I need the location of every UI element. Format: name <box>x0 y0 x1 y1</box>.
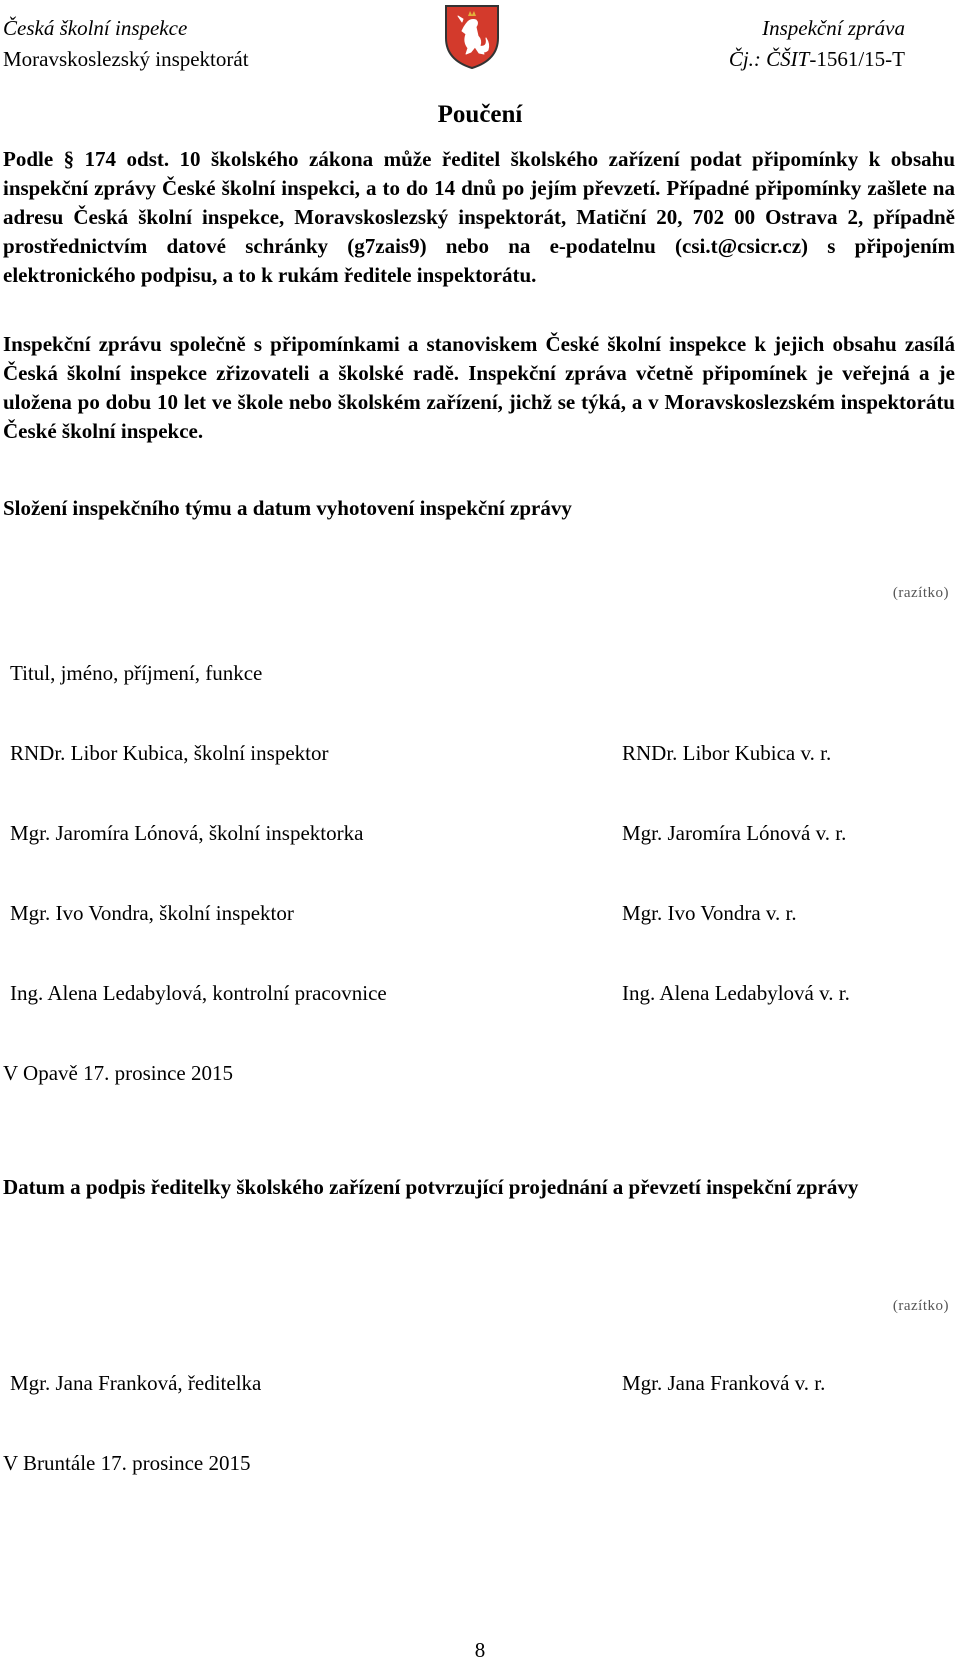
team-column-label: Titul, jméno, příjmení, funkce <box>10 661 263 685</box>
page-number: 8 <box>474 1638 486 1662</box>
reference-prefix: Čj.: ČŠIT <box>728 47 810 71</box>
reference-suffix: -1561/15-T <box>809 47 905 71</box>
org-unit: Moravskoslezský inspektorát <box>3 47 249 71</box>
notice-paragraph-1: Podle § 174 odst. 10 školského zákona může ředitel školského zařízení podat připomínky k obsahu inspekční zprávy České školní inspekci, a to do 14 dnů po jejím převzetí. Případné připomínky zašlete na adresu Česká školní inspekce, Moravskoslezský inspektorát, Matiční 20, 702 00 Ostrava 2, případně prostřednictvím datové schránky (g7zais9) nebo na e-podatelnu (csi.t@csicr.cz) s připojením elektronického podpisu, a to k rukám ředitele inspektorátu. <box>3 147 955 287</box>
team-member-name: Ing. Alena Ledabylová, kontrolní pracovnice <box>10 981 387 1005</box>
reference-number <box>729 46 905 72</box>
team-place-date: V Opavě 17. prosince 2015 <box>3 1061 233 1085</box>
team-member-name: Mgr. Ivo Vondra, školní inspektor <box>10 901 294 925</box>
team-heading: Složení inspekčního týmu a datum vyhotovení inspekční zprávy <box>3 496 572 520</box>
coat-of-arms-icon <box>444 4 500 70</box>
team-member-name: Mgr. Jaromíra Lónová, školní inspektorka <box>10 821 364 845</box>
org-name: Česká školní inspekce <box>3 16 188 40</box>
director-name: Mgr. Jana Franková, ředitelka <box>10 1371 262 1395</box>
team-stamp: (razítko) <box>892 585 949 601</box>
director-place-date: V Bruntále 17. prosince 2015 <box>3 1451 251 1475</box>
director-signature: Mgr. Jana Franková v. r. <box>622 1371 826 1395</box>
document-type: Inspekční zpráva <box>762 16 905 40</box>
director-heading: Datum a podpis ředitelky školského zařízení potvrzující projednání a převzetí inspekční zprávy <box>3 1175 859 1199</box>
notice-title: Poučení <box>437 101 523 128</box>
director-stamp: (razítko) <box>892 1298 949 1314</box>
team-member-name: RNDr. Libor Kubica, školní inspektor <box>10 741 329 765</box>
team-member-signature: Mgr. Ivo Vondra v. r. <box>622 901 797 925</box>
notice-paragraph-2: Inspekční zprávu společně s připomínkami a stanoviskem České školní inspekce k jejich obsahu zasílá Česká školní inspekce zřizovateli a školské radě. Inspekční zpráva včetně připomínek je veřejná a je uložena po dobu 10 let ve škole nebo školském zařízení, jichž se týká, a v Moravskoslezském inspektorátu České školní inspekce. <box>3 332 955 443</box>
team-member-signature: Ing. Alena Ledabylová v. r. <box>622 981 850 1005</box>
team-member-signature: Mgr. Jaromíra Lónová v. r. <box>622 821 847 845</box>
team-member-signature: RNDr. Libor Kubica v. r. <box>622 741 832 765</box>
